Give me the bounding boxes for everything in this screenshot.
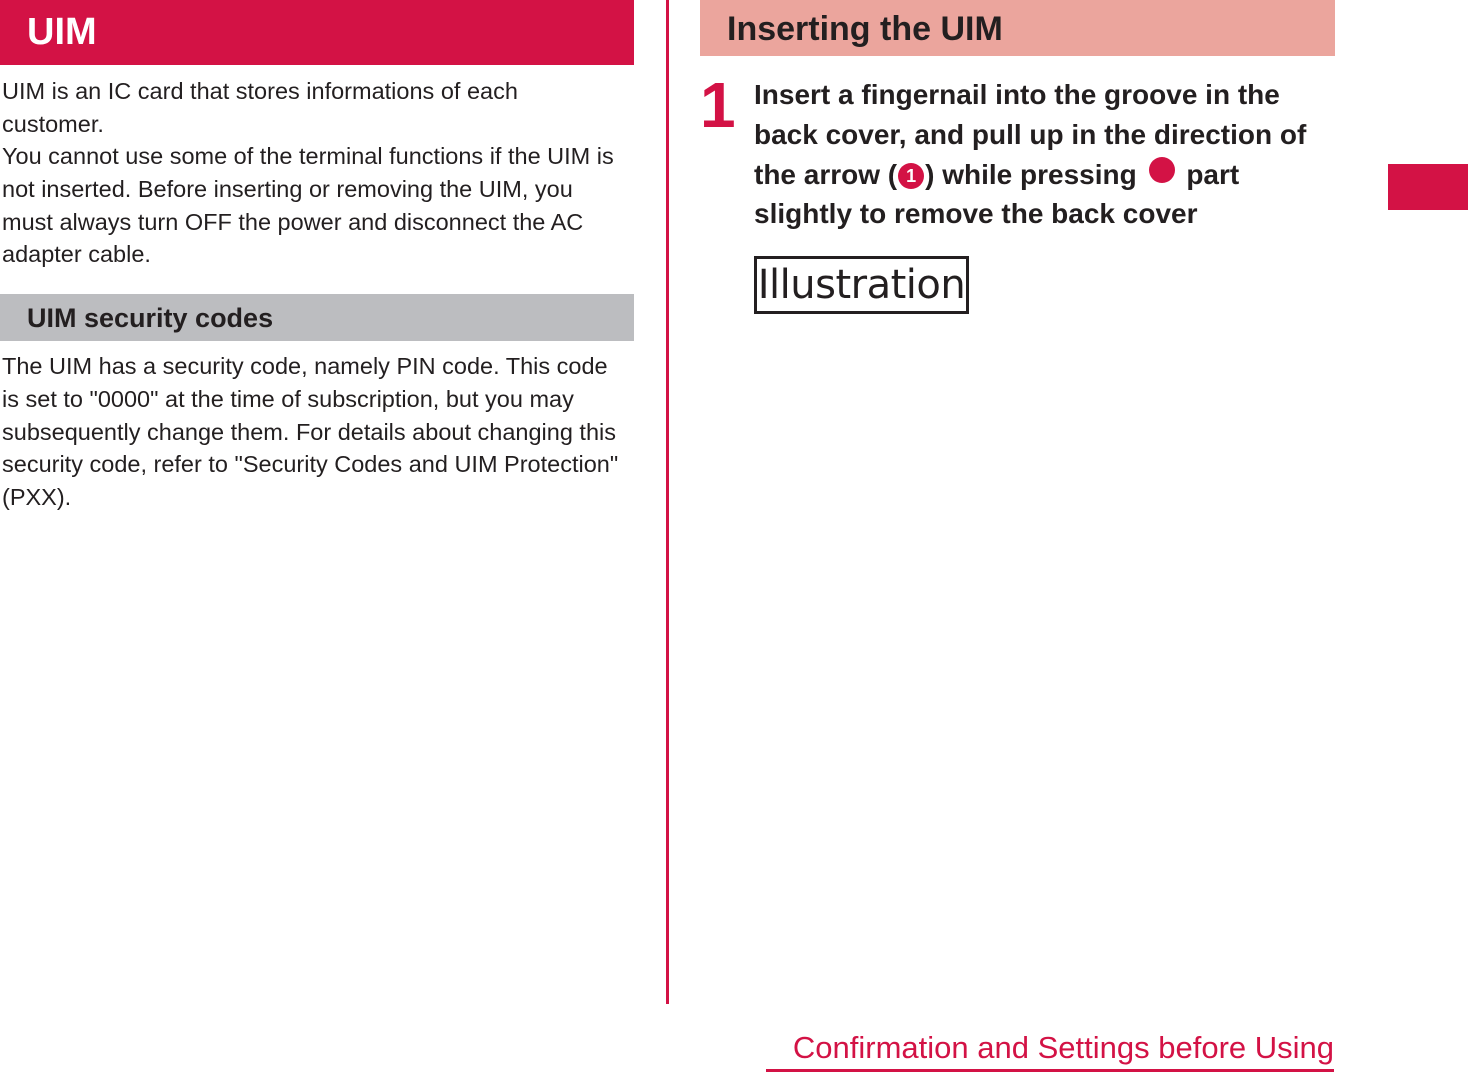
intro-paragraph-2: You cannot use some of the terminal functions if the UIM is not inserted. Before inserting or removing the UIM, you must always turn OFF the power and disconnect the AC adapter cable. <box>2 143 614 268</box>
subsection-heading-bar <box>0 294 634 341</box>
chapter-tab <box>1388 164 1468 210</box>
subsection-heading: UIM security codes <box>27 303 274 333</box>
right-heading: Inserting the UIM <box>727 10 1003 48</box>
step-text-part1: Insert a fingernail into the groove in the back cover, and pull up in the direction of the arrow ( <box>754 79 1307 190</box>
right-heading-bar <box>700 0 1335 56</box>
security-paragraph: The UIM has a security code, namely PIN code. This code is set to "0000" at the time of subscription, but you may subsequently change them. For details about changing this security code, refer to "Security Codes and UIM Protection" (PXX). <box>2 353 619 511</box>
section-title-bar <box>0 0 634 65</box>
illustration-placeholder: Illustration <box>754 256 969 314</box>
intro-paragraph-1: UIM is an IC card that stores informations of each customer. <box>2 78 518 137</box>
step-instruction <box>754 75 1334 234</box>
footer-chapter-title: Confirmation and Settings before Using <box>766 1030 1334 1072</box>
section-title: UIM <box>27 11 97 53</box>
step-number: 1 <box>700 69 736 141</box>
circle-marker-icon <box>1149 157 1175 183</box>
circled-number-badge: 1 <box>898 163 924 189</box>
step-text-part3: part slightly to remove the back cover <box>754 158 1240 230</box>
step-text-part2: ) while pressing <box>925 158 1137 190</box>
column-divider <box>666 0 669 1004</box>
